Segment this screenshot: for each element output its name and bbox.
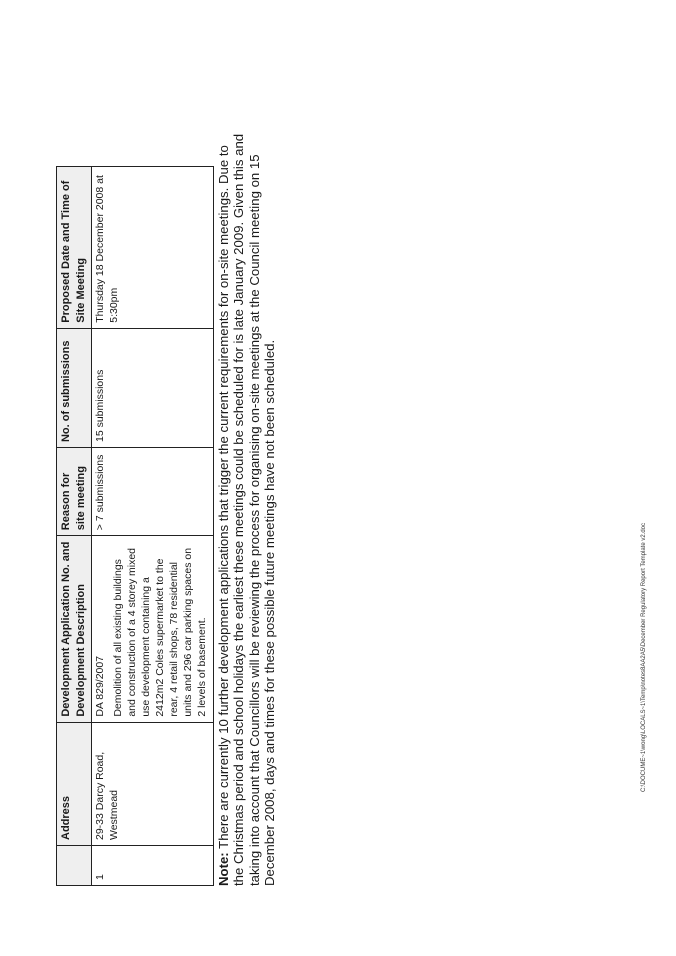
row-submissions: 15 submissions bbox=[92, 328, 214, 447]
header-date: Proposed Date and Time of Site Meeting bbox=[57, 167, 92, 329]
note-label: Note: bbox=[215, 852, 231, 886]
table-row bbox=[92, 167, 214, 886]
development-description: Demolition of all existing buildings and construction of a 4 storey mixed use development containing a 2412m2 Coles supermarket to the rear, 4 retail shops, 78 residential units and 296 car parking spaces on 2 levels of basement. bbox=[112, 547, 208, 717]
note-text: There are currently 10 further development applications that trigger the current requirements for on-site meetings. Due to the Christmas period and school holidays the earliest these meetings could be scheduled for is late January 2009. Given this and taking into account that Councillors will be reviewing the process for organising on-site meetings at the Council meeting on 15 December 2008, days and times for these possible future meetings have not been scheduled. bbox=[215, 133, 278, 886]
rotated-page-content bbox=[56, 126, 278, 886]
header-submissions: No. of submissions bbox=[57, 328, 92, 447]
row-number: 1 bbox=[92, 846, 214, 886]
row-address: 29-33 Darcy Road, Westmead bbox=[92, 722, 214, 845]
document-file-path: C:\DOCUME~1\wong\LOCALS~1\Temp\notes8AA2A5\December Regulatory Report Template v2.doc bbox=[641, 522, 647, 792]
site-meeting-table bbox=[56, 166, 214, 886]
header-address: Address bbox=[57, 722, 92, 845]
note-paragraph bbox=[216, 126, 278, 886]
da-number: DA 829/2007 bbox=[94, 655, 107, 717]
row-application bbox=[92, 536, 214, 722]
table-header-row bbox=[57, 167, 92, 886]
header-application: Development Application No. and Development Description bbox=[57, 536, 92, 722]
header-reason: Reason for site meeting bbox=[57, 448, 92, 536]
header-number bbox=[57, 846, 92, 886]
row-date: Thursday 18 December 2008 at 5:30pm bbox=[92, 167, 214, 329]
row-reason: > 7 submissions bbox=[92, 448, 214, 536]
